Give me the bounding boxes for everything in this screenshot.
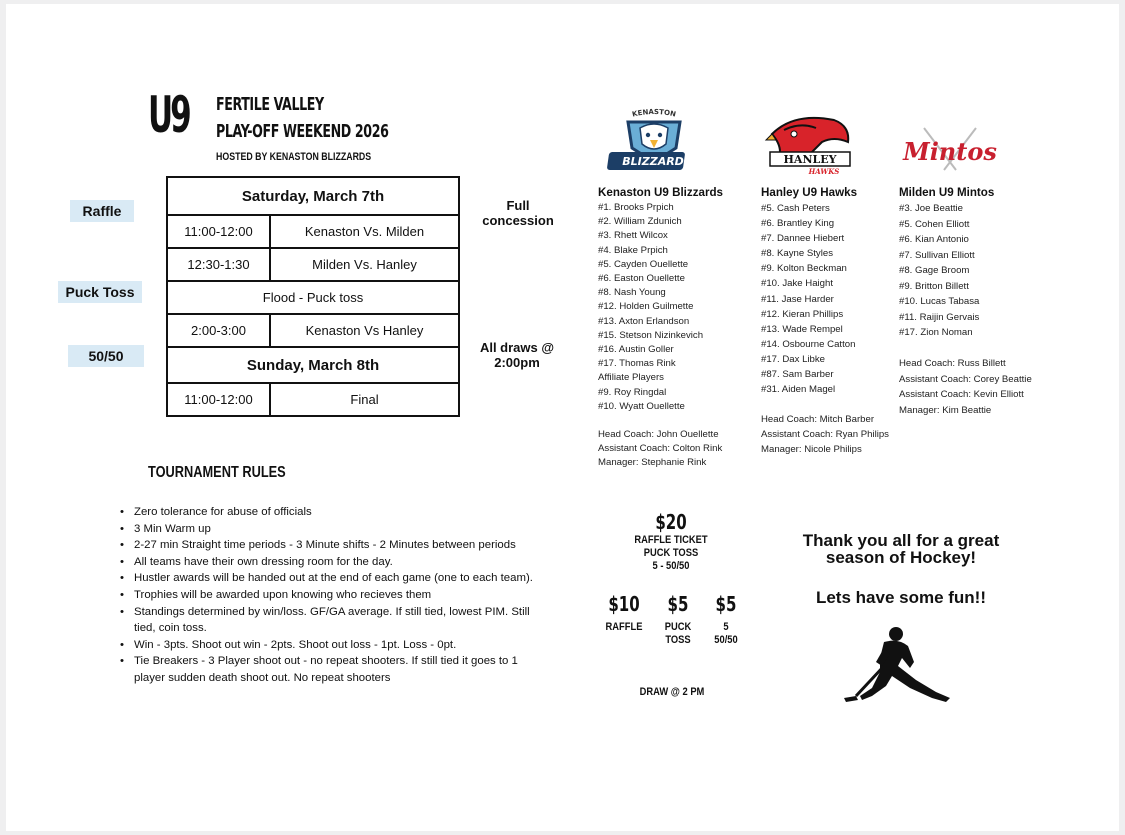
rules-list bbox=[118, 504, 548, 687]
player: #17. Dax Libke bbox=[761, 353, 825, 365]
game-matchup: Final bbox=[350, 392, 379, 407]
player: #15. Stetson Nizinkevich bbox=[598, 329, 704, 341]
fun-message: Lets have some fun!! bbox=[815, 588, 987, 607]
team-name: Kenaston U9 Blizzards bbox=[598, 186, 723, 199]
player: #5. Cohen Elliott bbox=[899, 218, 970, 230]
staff: Head Coach: Mitch Barber bbox=[761, 414, 875, 426]
player-list bbox=[598, 201, 723, 471]
player: #6. Kian Antonio bbox=[899, 234, 969, 245]
player: #17. Zion Noman bbox=[899, 327, 973, 338]
thanks-message bbox=[781, 532, 1021, 566]
fifty-price-line-2: 50/50 bbox=[714, 634, 738, 646]
ticket-price: $20 bbox=[655, 510, 687, 534]
player: #12. Holden Guilmette bbox=[598, 301, 694, 313]
concession-line-2: concession bbox=[482, 213, 554, 228]
player: #7. Sullivan Elliott bbox=[899, 249, 975, 261]
puck-price: $5 bbox=[667, 592, 689, 616]
hockey-player-icon bbox=[840, 622, 956, 706]
title-line-2: PLAY-OFF WEEKEND 2026 bbox=[216, 121, 389, 142]
team-name: Hanley U9 Hawks bbox=[761, 186, 858, 199]
raffle-price: $10 bbox=[608, 592, 640, 616]
schedule-row bbox=[168, 247, 458, 280]
game-matchup: Kenaston Vs. Milden bbox=[304, 224, 425, 239]
rule-item: • 3 Min Warm up bbox=[118, 521, 548, 538]
fifty-price-block bbox=[704, 592, 748, 647]
ticket-line-2: PUCK TOSS bbox=[643, 547, 699, 559]
hanley-word: HANLEY bbox=[783, 153, 837, 166]
rule-item: • Win - 3pts. Shoot out win - 2pts. Shoot out loss - 1pt. Loss - 0pt. bbox=[118, 637, 548, 654]
staff: Manager: Nicole Philips bbox=[761, 444, 862, 456]
player: #3. Joe Beattie bbox=[899, 203, 964, 214]
player-list bbox=[899, 201, 1032, 418]
rule-item: • Standings determined by win/loss. GF/GA average. If still tied, lowest PIM. Still tied, coin toss. bbox=[118, 604, 548, 637]
u9-heading: U9 bbox=[148, 86, 189, 144]
hanley-sub: HAWKS bbox=[808, 167, 840, 176]
rule-item: • Hustler awards will be handed out at the end of each game (one to each team). bbox=[118, 570, 548, 587]
player: #16. Austin Goller bbox=[598, 344, 674, 356]
fifty-price-line-1: 5 bbox=[723, 621, 729, 633]
player: #12. Kieran Phillips bbox=[761, 308, 844, 320]
milden-roster bbox=[899, 186, 1032, 418]
schedule-table bbox=[166, 176, 460, 417]
schedule-row bbox=[168, 313, 458, 346]
player: #10. Wyatt Ouellette bbox=[598, 400, 685, 412]
draws-label bbox=[472, 340, 562, 370]
player: #14. Osbourne Catton bbox=[761, 338, 856, 350]
player: #2. William Zdunich bbox=[598, 216, 682, 228]
player: #9. Britton Billett bbox=[899, 280, 969, 292]
team-name: Milden U9 Mintos bbox=[899, 186, 995, 199]
staff: Assistant Coach: Ryan Philips bbox=[761, 429, 889, 441]
draws-line-1: All draws @ bbox=[479, 340, 555, 355]
milden-word: Mintos bbox=[903, 137, 997, 166]
player: #11. Jase Harder bbox=[761, 293, 834, 305]
player: #9. Kolton Beckman bbox=[761, 263, 847, 275]
kenaston-roster bbox=[598, 186, 723, 471]
fifty-price: $5 bbox=[715, 592, 737, 616]
ticket-line-1: RAFFLE TICKET bbox=[634, 534, 708, 546]
flood-row: Flood - Puck toss bbox=[168, 280, 458, 313]
fifty-fifty-label: 50/50 bbox=[68, 345, 144, 367]
hanley-roster bbox=[761, 186, 889, 458]
player: #8. Kayne Styles bbox=[761, 248, 833, 260]
raffle-price-label: RAFFLE bbox=[605, 621, 643, 633]
player: #5. Cayden Ouellette bbox=[598, 258, 689, 270]
player: #10. Jake Haight bbox=[761, 278, 833, 290]
ticket-line-3: 5 - 50/50 bbox=[652, 560, 690, 572]
raffle-price-block bbox=[602, 592, 646, 634]
affiliate-label: Affiliate Players bbox=[598, 372, 664, 384]
staff: Assistant Coach: Colton Rink bbox=[598, 443, 723, 455]
puck-price-line-1: PUCK bbox=[664, 621, 692, 633]
thanks-line-2: season of Hockey! bbox=[825, 548, 977, 567]
rule-item: • Zero tolerance for abuse of officials bbox=[118, 504, 548, 521]
puck-toss-label: Puck Toss bbox=[58, 281, 142, 303]
player: #10. Lucas Tabasa bbox=[899, 296, 980, 307]
thanks-line-1: Thank you all for a great bbox=[802, 531, 1000, 550]
raffle-label: Raffle bbox=[70, 200, 134, 222]
hanley-hawks-logo bbox=[764, 112, 854, 178]
rules-title: TOURNAMENT RULES bbox=[148, 464, 286, 481]
hosted-by: HOSTED BY KENASTON BLIZZARDS bbox=[216, 151, 372, 163]
draws-line-2: 2:00pm bbox=[494, 355, 540, 370]
poster-page bbox=[6, 4, 1119, 831]
schedule-row bbox=[168, 382, 458, 415]
player: #17. Thomas Rink bbox=[598, 358, 676, 370]
game-time: 12:30-1:30 bbox=[168, 249, 271, 280]
player: #9. Roy Ringdal bbox=[598, 386, 667, 398]
game-matchup: Milden Vs. Hanley bbox=[312, 257, 417, 272]
day-header-saturday: Saturday, March 7th bbox=[241, 187, 385, 205]
player: #6. Brantley King bbox=[761, 218, 835, 230]
player: #3. Rhett Wilcox bbox=[598, 230, 668, 242]
kenaston-arc-text: KENASTON bbox=[631, 107, 677, 119]
puck-price-block bbox=[656, 592, 700, 647]
rule-item: • Trophies will be awarded upon knowing who recieves them bbox=[118, 587, 548, 604]
concession-label bbox=[478, 198, 558, 228]
game-time: 2:00-3:00 bbox=[168, 315, 271, 346]
staff: Head Coach: John Ouellette bbox=[598, 429, 719, 441]
staff: Head Coach: Russ Billett bbox=[899, 358, 1006, 369]
player: #31. Aiden Magel bbox=[761, 384, 836, 396]
player: #11. Raijin Gervais bbox=[899, 311, 980, 323]
concession-line-1: Full bbox=[506, 198, 530, 213]
puck-price-line-2: TOSS bbox=[665, 634, 691, 646]
rule-item: • 2-27 min Straight time periods - 3 Minute shifts - 2 Minutes between periods bbox=[118, 537, 548, 554]
kenaston-blizzards-logo bbox=[606, 104, 702, 180]
player: #87. Sam Barber bbox=[761, 369, 834, 381]
player: #8. Gage Broom bbox=[899, 265, 970, 276]
staff: Assistant Coach: Kevin Elliott bbox=[899, 389, 1024, 400]
game-time: 11:00-12:00 bbox=[168, 384, 271, 415]
staff: Assistant Coach: Corey Beattie bbox=[899, 373, 1032, 385]
rule-item: • All teams have their own dressing room for the day. bbox=[118, 554, 548, 571]
player: #8. Nash Young bbox=[598, 287, 666, 299]
staff: Manager: Kim Beattie bbox=[899, 404, 992, 416]
game-matchup: Kenaston Vs Hanley bbox=[305, 323, 424, 338]
player: #13. Wade Rempel bbox=[761, 323, 843, 335]
ticket-price-block bbox=[616, 510, 726, 573]
day-header-sunday: Sunday, March 8th bbox=[168, 346, 458, 382]
game-time: 11:00-12:00 bbox=[168, 216, 271, 247]
title-line-1: FERTILE VALLEY bbox=[216, 94, 324, 115]
rule-item: • Tie Breakers - 3 Player shoot out - no repeat shooters. If still tied it goes to 1 player sudden death shoot out. No repeat shooters bbox=[118, 653, 548, 686]
milden-mintos-logo bbox=[894, 126, 1006, 176]
schedule-row bbox=[168, 214, 458, 247]
kenaston-word: BLIZZARDS bbox=[622, 155, 692, 168]
staff: Manager: Stephanie Rink bbox=[598, 457, 707, 469]
player: #6. Easton Ouellette bbox=[598, 273, 685, 285]
player: #7. Dannee Hiebert bbox=[761, 233, 845, 245]
draw-time: DRAW @ 2 PM bbox=[639, 686, 705, 698]
player-list bbox=[761, 201, 889, 458]
player: #1. Brooks Prpich bbox=[598, 202, 674, 213]
player: #5. Cash Peters bbox=[761, 203, 830, 214]
player: #13. Axton Erlandson bbox=[598, 315, 690, 327]
player: #4. Blake Prpich bbox=[598, 244, 668, 256]
